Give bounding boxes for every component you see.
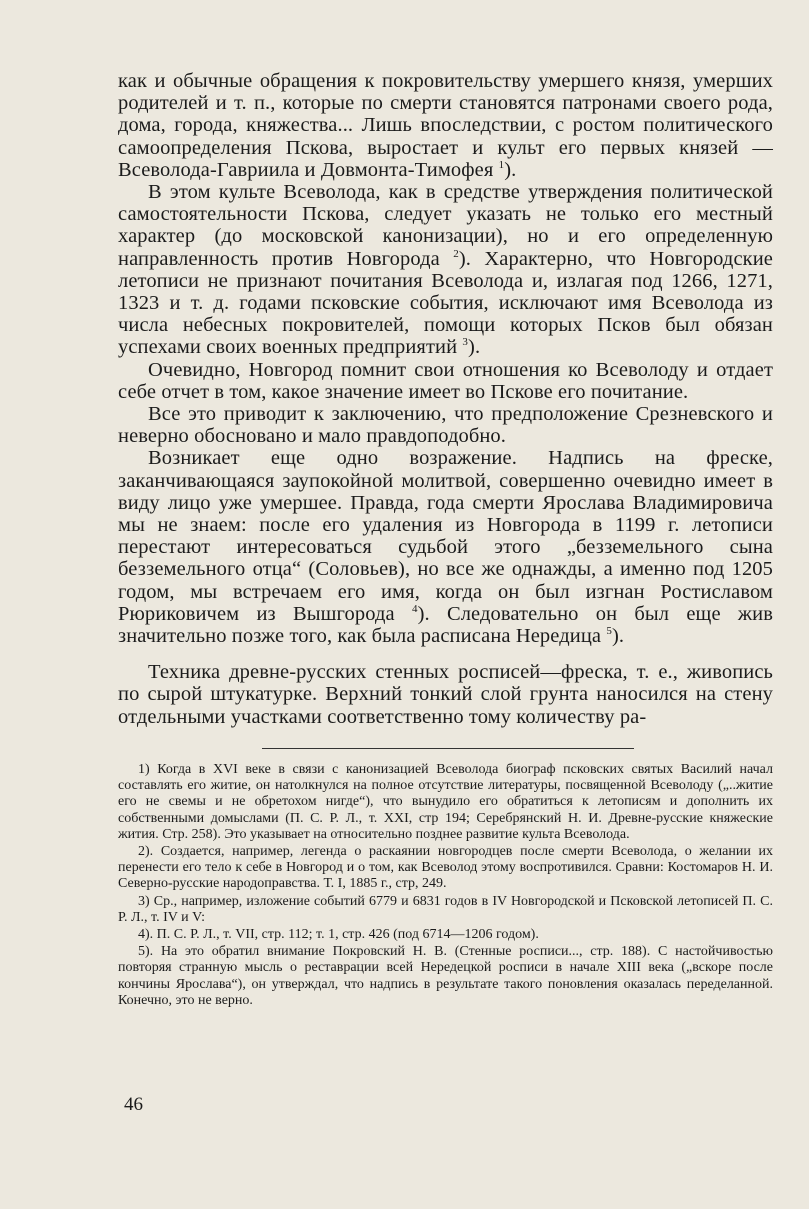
footnote-text: Ср., например, изложение событий 6779 и 6831 годов в IV Новгородской и Псковской летописей П. С. Р. Л., т. IV и V:	[118, 893, 773, 925]
page-number: 46	[124, 1094, 143, 1115]
paragraph-text: ).	[504, 158, 517, 181]
footnote-mark: 4	[138, 927, 145, 943]
paragraph-text: как и обычные обращения к покровительству умершего князя, умерших родителей и т. п., которые по смерти становятся патронами своего рода, дома, города, княжества... Лишь впоследствии, с ростом политического самоопределения Пскова, выростает и культ его первых князей — Всеволода-Гавриила и Довмонта-Тимофея	[118, 70, 773, 181]
footnote: 1) Когда в XVI веке в связи с канонизацией Всеволода биограф псковских святых Василий начал составлять его житие, он натолкнулся на полное отсутствие литературы, посвященной Всеволоду („..житие его не свемы и не обретохом нигде“), что вынудило его обратиться к летописям и дополнить их собственными домыслами (П. С. Р. Л., т. XXI, стр 194; Серебрянский Н. И. Древне-русские княжеские жития. Стр. 258). Это указывает на относительно позднее развитие культа Всеволода.	[118, 762, 773, 842]
paragraph-text: В этом культе Всеволода, как в средстве утверждения политической самостоятельности Пскова, следует указать не только его местный характер (до московской канонизации), но и его определенную направленность против Новгорода	[118, 181, 773, 270]
paragraph	[118, 181, 773, 359]
footnote: 3) Ср., например, изложение событий 6779 и 6831 годов в IV Новгородской и Псковской летописей П. С. Р. Л., т. IV и V:	[118, 893, 773, 925]
footnotes	[118, 762, 773, 1010]
paragraph	[118, 70, 773, 181]
paragraph	[118, 447, 773, 647]
footnote-ref: 1	[498, 158, 505, 171]
paragraph-text: Все это приводит к заключению, что предположение Срезневского и неверно обосновано и мало правдоподобно.	[118, 403, 773, 448]
footnote-text: На это обратил внимание Покровский Н. В. (Стенные росписи..., стр. 188). С настойчивостью повторяя странную мысль о реставрации всей Нередецкой росписи в начале XIII века („вскоре после кончины Ярослава“), он утверждал, что надпись в результате такого поновления оказалась переделанной. Конечно, это не верно.	[118, 944, 773, 1008]
footnote-text: Когда в XVI веке в связи с канонизацией Всеволода биограф псковских святых Василий начал составлять его житие, он натолкнулся на полное отсутствие литературы, посвященной Всеволоду („..житие его не свемы и не обретохом нигде“), что вынудило его обратиться к летописям и дополнить их собственными домыслами (П. С. Р. Л., т. XXI, стр 194; Серебрянский Н. И. Древне-русские княжеские жития. Стр. 258). Это указывает на относительно позднее развитие культа Всеволода.	[118, 762, 773, 842]
paragraph-text: Очевидно, Новгород помнит свои отношения ко Всеволоду и отдает себе отчет в том, какое значение имеет во Пскове его почитание.	[118, 358, 773, 403]
paragraph-text: Возникает еще одно возражение. Надпись на фреске, заканчивающаяся заупокойной молитвой, совершенно очевидно имеет в виду лицо уже умершее. Правда, года смерти Ярослава Владимировича мы не знаем: после его удаления из Новгорода в 1199 г. летописи перестают интересоваться судьбой этого „безземельного сына безземельного отца“ (Соловьев), но все же однажды, а именно под 1205 годом, мы встречаем его имя, когда он был изгнан Ростиславом Рюриковичем из Вышгорода	[118, 447, 773, 625]
footnote: 5). На это обратил внимание Покровский Н. В. (Стенные росписи..., стр. 188). С настойчивостью повторяя странную мысль о реставрации всей Нередецкой росписи в начале XIII века („вскоре после кончины Ярослава“), он утверждал, что надпись в результате такого поновления оказалась переделанной. Конечно, это не верно.	[118, 944, 773, 1008]
paragraph-text: Техника древне-русских стенных росписей—фреска, т. е., живопись по сырой штукатурке. Верхний тонкий слой грунта наносился на стену отдельными участками соответственно тому количеству ра-	[118, 661, 773, 728]
footnote-text: П. С. Р. Л., т. VII, стр. 112; т. 1, стр. 426 (под 6714—1206 годом).	[156, 927, 539, 943]
paragraph-text: ).	[611, 625, 625, 648]
footnote-ref: 4	[411, 603, 418, 616]
paragraph-text: ). Следовательно он был еще жив значительно позже того, как была расписана Нередица	[118, 602, 773, 648]
paragraph	[118, 359, 773, 403]
main-text	[118, 70, 773, 728]
paragraph	[118, 403, 773, 447]
footnote-ref: 2	[453, 247, 459, 260]
footnote-mark: 2	[138, 844, 145, 860]
footnote-mark: 3	[138, 893, 145, 909]
footnote: 2). Создается, например, легенда о раскаянии новгородцев после смерти Всеволода, о желании их перенести его тело к себе в Новгород и о том, как Всеволод этому воспротивился. Сравни: Костомаров Н. И. Северно-русские народоправства. Т. I, 1885 г., стр, 249.	[118, 844, 773, 892]
paragraph	[118, 661, 773, 728]
footnote-mark: 5	[138, 944, 145, 960]
footnote-mark: 1	[138, 762, 145, 777]
paragraph-text: ).	[468, 336, 481, 359]
footnote: 4). П. С. Р. Л., т. VII, стр. 112; т. 1, стр. 426 (под 6714—1206 годом).	[138, 927, 539, 943]
footnote-text: Создается, например, легенда о раскаянии новгородцев после смерти Всеволода, о желании их перенести его тело к себе в Новгород и о том, как Всеволод этому воспротивился. Сравни: Костомаров Н. И. Северно-русские народоправства. Т. I, 1885 г., стр, 249.	[118, 844, 773, 892]
footnote-ref: 3	[462, 336, 469, 349]
footnote-ref: 5	[606, 625, 612, 638]
footnote-divider	[262, 748, 634, 749]
paragraph-text: ). Характерно, что Новгородские летописи не признают почитания Всеволода и, излагая под 1266, 1271, 1323 и т. д. годами псковские события, исключают имя Всеволода из числа небесных покровителей, помощи которых Псков был обязан успехами своих военных предприятий	[118, 247, 773, 359]
